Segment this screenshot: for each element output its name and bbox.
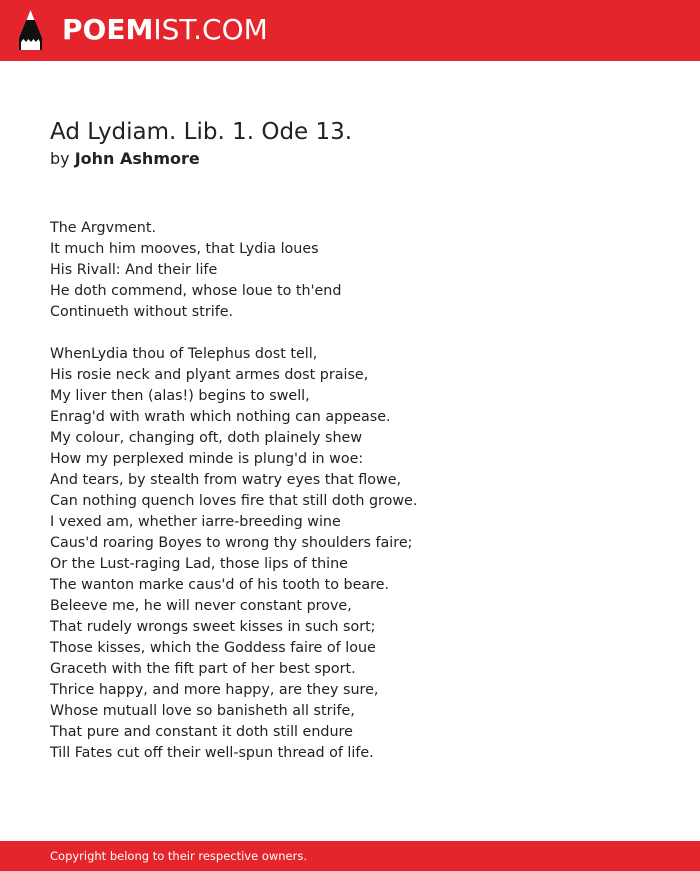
poem-line: And tears, by stealth from watry eyes that flowe, <box>50 472 402 488</box>
pen-nib-icon[interactable] <box>17 9 44 52</box>
poem-line: Continueth without strife. <box>50 304 234 320</box>
poem-line: My colour, changing oft, doth plainely shew <box>50 430 363 446</box>
poem-line: Whose mutuall love so banisheth all strife, <box>50 703 355 719</box>
brand-bold: POEM <box>62 13 154 46</box>
poem-line: My liver then (alas!) begins to swell, <box>50 388 310 404</box>
poem-line: His Rivall: And their life <box>50 262 218 278</box>
poem-line: That rudely wrongs sweet kisses in such sort; <box>50 619 376 635</box>
site-footer <box>0 841 700 871</box>
poem-line: Thrice happy, and more happy, are they sure, <box>50 682 379 698</box>
by-label: by <box>50 149 70 168</box>
poem-line: Can nothing quench loves fire that still doth growe. <box>50 493 418 509</box>
poem-line: The wanton marke caus'd of his tooth to beare. <box>50 577 390 593</box>
copyright-text: Copyright belong to their respective owners. <box>50 849 308 863</box>
poem-line: Those kisses, which the Goddess faire of loue <box>50 640 376 656</box>
poem-body <box>50 218 670 785</box>
poem-title: Ad Lydiam. Lib. 1. Ode 13. <box>50 119 353 145</box>
poem-line: His rosie neck and plyant armes dost praise, <box>50 367 369 383</box>
stanza-argument <box>50 218 670 323</box>
poem-line: That pure and constant it doth still endure <box>50 724 353 740</box>
poem-line: Till Fates cut off their well-spun thread of life. <box>50 745 374 761</box>
byline <box>50 148 200 170</box>
site-header <box>0 0 700 61</box>
poem-line: Caus'd roaring Boyes to wrong thy shoulders faire; <box>50 535 413 551</box>
author-name: John Ashmore <box>74 149 200 168</box>
brand-light: IST.COM <box>153 13 268 46</box>
poem-line: Graceth with the fift part of her best sport. <box>50 661 356 677</box>
site-logo-link[interactable] <box>62 12 268 48</box>
poem-line: I vexed am, whether iarre-breeding wine <box>50 514 341 530</box>
poem-line: The Argvment. <box>50 220 157 236</box>
poem-line: Or the Lust-raging Lad, those lips of thine <box>50 556 348 572</box>
poem-line: WhenLydia thou of Telephus dost tell, <box>50 346 318 362</box>
stanza-ode <box>50 344 670 764</box>
poem-line: Beleeve me, he will never constant prove, <box>50 598 352 614</box>
poem-line: It much him mooves, that Lydia loues <box>50 241 319 257</box>
poem-line: Enrag'd with wrath which nothing can appease. <box>50 409 391 425</box>
poem-line: He doth commend, whose loue to th'end <box>50 283 342 299</box>
poem-line: How my perplexed minde is plung'd in woe: <box>50 451 364 467</box>
